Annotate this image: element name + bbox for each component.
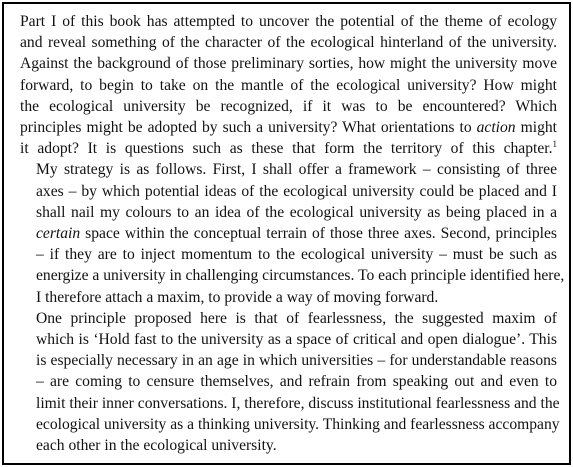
text-line: – if they are to inject momentum to the ecological university – must be such as <box>36 246 557 264</box>
page-frame <box>2 2 571 465</box>
text-line: limit their inner conversations. I, therefore, discuss institutional fearlessness and the <box>36 394 560 412</box>
paragraph-2 <box>20 159 565 307</box>
paragraph-1 <box>20 11 557 159</box>
body-text <box>20 11 565 456</box>
text-line: ecological university as a thinking university. Thinking and fearlessness accompany <box>36 415 560 433</box>
text-line: it adopt? It is questions such as these that form the territory of this chapter.$^1$ <box>20 139 557 158</box>
text-line: – are coming to censure themselves, and refrain from speaking out and even to <box>36 373 557 391</box>
text-line: forward, to begin to take on the mantle of the ecological university? How might <box>20 76 557 94</box>
text-line: which is ‘Hold fast to the university as a space of critical and open dialogue’. This <box>36 331 557 349</box>
footnote-marker: 1 <box>552 139 557 150</box>
text-line: and reveal something of the character of the ecological hinterland of the university. <box>20 34 557 52</box>
text-line: One principle proposed here is that of fearlessness, the suggested maxim of <box>36 309 557 327</box>
emphasis-certain: certain <box>36 225 81 243</box>
text-line: principles might be adopted by such a university? What orientations to action might <box>20 119 558 137</box>
text-line: the ecological university be recognized, if it was to be encountered? Which <box>20 97 557 115</box>
text-line: Against the background of those preliminary sorties, how might the university move <box>20 55 557 73</box>
text-line: is especially necessary in an age in which universities – for understandable reasons <box>36 352 557 370</box>
text-line: Part I of this book has attempted to uncover the potential of the theme of ecology <box>20 13 557 30</box>
paragraph-3 <box>20 308 560 456</box>
text-line: certain space within the conceptual terrain of those three axes. Second, principles <box>36 225 557 243</box>
text-line: each other in the ecological university. <box>36 437 277 455</box>
text-line: I therefore attach a maxim, to provide a way of moving forward. <box>36 288 439 306</box>
text-line: shall nail my colours to an idea of the ecological university as being placed in a <box>36 203 557 221</box>
text-line: axes – by which potential ideas of the ecological university could be placed and I <box>36 182 557 200</box>
text-line: My strategy is as follows. First, I shall offer a framework – consisting of three <box>36 161 557 179</box>
emphasis-action: action <box>476 119 516 137</box>
text-line: energize a university in challenging circumstances. To each principle identified here, <box>36 267 565 285</box>
